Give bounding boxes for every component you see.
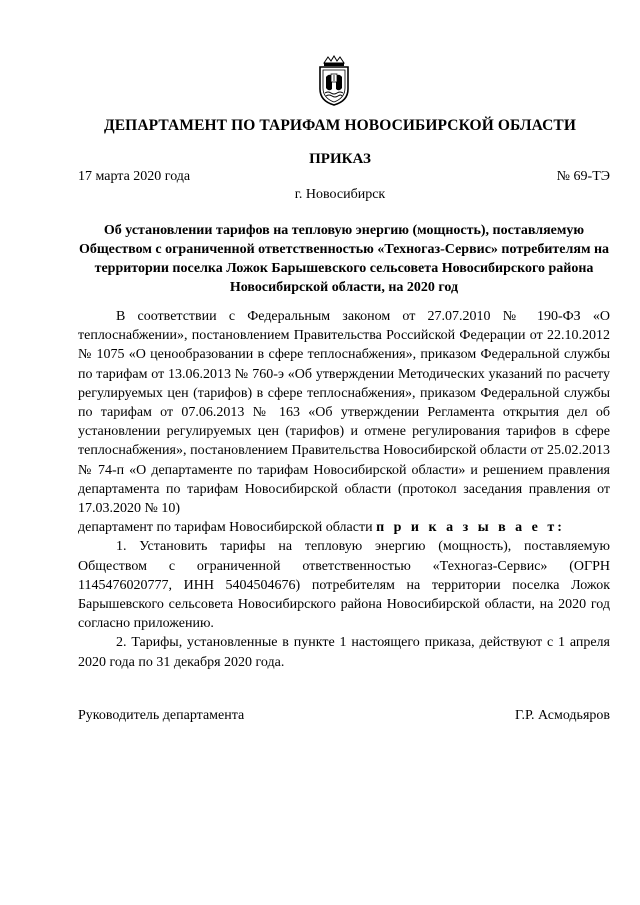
document-city: г. Новосибирск: [294, 187, 386, 202]
document-date: 17 марта 2020 года: [78, 169, 191, 184]
order-lead: департамент по тарифам Новосибирской области: [78, 520, 373, 536]
document-title: Об установлении тарифов на тепловую энергию (мощность), поставляемую Обществом с ограниченной ответственностью «Техногаз-Сервис» потребителям на территории поселка Ложок Барышевского сельсовета Новосибирского района Новосибирской области, на 2020 год: [78, 223, 610, 295]
order-item-1: 1. Установить тарифы на тепловую энергию (мощность), поставляемую Обществом с ограниченной ответственностью «Техногаз-Сервис» (ОГРН 1145476020777, ИНН 5404504676) потребителям на территории поселка Ложок Барышевского сельсовета Новосибирского района Новосибирской области, на 2020 год согласно приложению.: [78, 539, 610, 632]
coat-of-arms-icon: [314, 55, 354, 107]
document-body: [78, 307, 610, 672]
document-type: ПРИКАЗ: [309, 151, 371, 167]
document-number: № 69-ТЭ: [556, 169, 610, 184]
department-name: ДЕПАРТАМЕНТ ПО ТАРИФАМ НОВОСИБИРСКОЙ ОБЛАСТИ: [103, 117, 577, 134]
preamble-paragraph: В соответствии с Федеральным законом от 27.07.2010 № 190-ФЗ «О теплоснабжении», постановлением Правительства Российской Федерации от 22.10.2012 № 1075 «О ценообразовании в сфере теплоснабжения», приказом Федеральной службы по тарифам от 13.06.2013 № 760-э «Об утверждении Методических указаний по расчету регулируемых цен (тарифов) в сфере теплоснабжения», приказом Федеральной службы по тарифам от 07.06.2013 № 163 «Об утверждении Регламента открытия дел об установлении регулируемых цен (тарифов) и отмене регулирования тарифов в сфере теплоснабжения», постановлением Правительства Новосибирской области от 25.02.2013 № 74-п «О департаменте по тарифам Новосибирской области» и решением правления департамента по тарифам Новосибирской области (протокол заседания правления от 17.03.2020 № 10): [78, 309, 610, 517]
signature-position: Руководитель департамента: [78, 708, 245, 723]
order-word: п р и к а з ы в а е т:: [376, 520, 565, 536]
signature-name: Г.Р. Асмодьяров: [514, 708, 610, 723]
order-item-2: 2. Тарифы, установленные в пункте 1 настоящего приказа, действуют с 1 апреля 2020 года по 31 декабря 2020 года.: [78, 635, 610, 670]
order-line: [78, 518, 610, 537]
